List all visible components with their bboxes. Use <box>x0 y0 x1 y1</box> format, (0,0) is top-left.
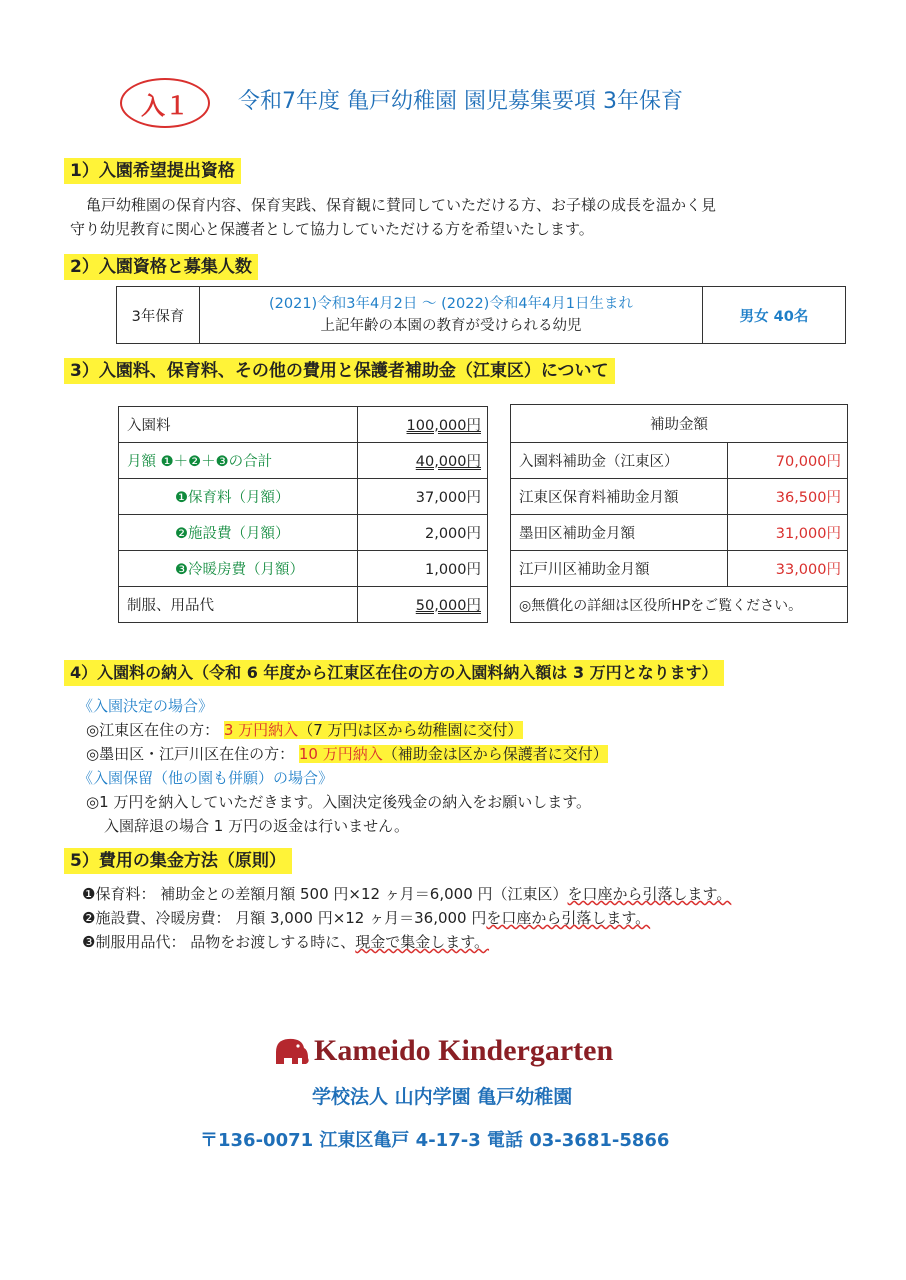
sumida-payment-line <box>86 742 608 766</box>
fee-value: 37,000円 <box>358 479 488 515</box>
eligibility-type: 3年保育 <box>117 287 200 344</box>
hold-line-2: 入園辞退の場合 1 万円の返金は行いません。 <box>104 817 409 835</box>
fee-value: 40,000円 <box>415 454 481 470</box>
s1-text-line-2: 守り幼児教育に関心と保護者として協力していただける方を希望いたします。 <box>70 220 594 238</box>
fee-value: 100,000円 <box>406 418 481 434</box>
fee-label: 月額 ❶＋❷＋❸の合計 <box>119 443 358 479</box>
school-address: 〒136-0071 江東区亀戸 4-17-3 電話 03-3681-5866 <box>200 1130 670 1151</box>
fee-row <box>119 515 488 551</box>
subsidy-row <box>511 479 848 515</box>
fee-label: 入園料 <box>119 407 358 443</box>
school-name: 学校法人 山内学園 亀戸幼稚園 <box>312 1086 573 1108</box>
section-5-heading: 5）費用の集金方法（原則） <box>64 848 292 874</box>
subsidy-header: 補助金額 <box>511 405 848 443</box>
subsidy-value: 36,500円 <box>728 479 848 515</box>
fee-row <box>119 551 488 587</box>
subsidy-value: 70,000円 <box>728 443 848 479</box>
collection-line-1-method: を口座から引落します。 <box>567 885 732 903</box>
section-1-heading: 1）入園希望提出資格 <box>64 158 241 184</box>
collection-line-3-method: 現金で集金します。 <box>355 933 490 951</box>
sumida-label: ◎墨田区・江戸川区在住の方： <box>86 745 295 763</box>
koto-payment-line <box>86 718 523 742</box>
collection-line-2 <box>82 906 650 930</box>
eligibility-count: 男女 40名 <box>703 287 846 344</box>
subsidy-value: 33,000円 <box>728 551 848 587</box>
subsidy-row <box>511 443 848 479</box>
sumida-note: （補助金は区から保護者に交付） <box>382 745 608 763</box>
fee-value: 50,000円 <box>415 598 481 614</box>
koto-note: （7 万円は区から幼稚園に交付） <box>298 721 523 739</box>
subsidy-label: 墨田区補助金月額 <box>511 515 728 551</box>
section-2-heading: 2）入園資格と募集人数 <box>64 254 258 280</box>
fee-row <box>119 407 488 443</box>
elephant-icon <box>270 1034 312 1068</box>
sumida-amount: 10 万円納入 <box>298 745 383 763</box>
s1-text-line-1: 亀戸幼稚園の保育内容、保育実践、保育観に賛同していただける方、お子様の成長を温かく見 <box>86 196 717 214</box>
hold-line-1: ◎1 万円を納入していただきます。入園決定後残金の納入をお願いします。 <box>86 793 592 811</box>
subsidy-note: ◎無償化の詳細は区役所HPをご覧ください。 <box>511 587 848 623</box>
fee-table <box>118 406 488 623</box>
fee-row <box>119 587 488 623</box>
collection-line-3 <box>82 930 489 954</box>
fee-label: ❶保育料（月額） <box>119 479 358 515</box>
koto-amount: 3 万円納入 <box>223 721 299 739</box>
section-4-heading: 4）入園料の納入（令和 6 年度から江東区在住の方の入園料納入額は 3 万円となります） <box>64 660 724 686</box>
fee-row <box>119 443 488 479</box>
subsidy-label: 入園料補助金（江東区） <box>511 443 728 479</box>
collection-line-3-text: ❸制服用品代： 品物をお渡しする時に、 <box>82 933 356 951</box>
section-badge: 入１ <box>120 78 210 128</box>
collection-line-1 <box>82 882 731 906</box>
collection-line-2-text: ❷施設費、冷暖房費： 月額 3,000 円×12 ヶ月＝36,000 円 <box>82 909 487 927</box>
page-title: 令和7年度 亀戸幼稚園 園児募集要項 3年保育 <box>238 89 683 114</box>
koto-label: ◎江東区在住の方： <box>86 721 220 739</box>
subsidy-row <box>511 515 848 551</box>
logo-wordmark: Kameido Kindergarten <box>314 1034 614 1067</box>
subsidy-row <box>511 551 848 587</box>
fee-label: ❸冷暖房費（月額） <box>119 551 358 587</box>
subsidy-label: 江東区保育料補助金月額 <box>511 479 728 515</box>
collection-line-1-text: ❶保育料： 補助金との差額月額 500 円×12 ヶ月＝6,000 円（江東区） <box>82 885 568 903</box>
fee-label: ❷施設費（月額） <box>119 515 358 551</box>
case-decided-label: 《入園決定の場合》 <box>78 697 214 715</box>
subsidy-value: 31,000円 <box>728 515 848 551</box>
fee-row <box>119 479 488 515</box>
fee-value: 1,000円 <box>358 551 488 587</box>
fee-label: 制服、用品代 <box>119 587 358 623</box>
section-3-heading: 3）入園料、保育料、その他の費用と保護者補助金（江東区）について <box>64 358 615 384</box>
eligibility-subtext: 上記年齢の本園の教育が受けられる幼児 <box>320 318 582 334</box>
case-hold-label: 《入園保留（他の園も併願）の場合》 <box>78 769 334 787</box>
school-logo <box>270 1034 613 1068</box>
eligibility-table <box>116 286 846 344</box>
subsidy-label: 江戸川区補助金月額 <box>511 551 728 587</box>
subsidy-table <box>510 404 848 623</box>
collection-line-2-method: を口座から引落します。 <box>486 909 651 927</box>
fee-value: 2,000円 <box>358 515 488 551</box>
eligibility-birth-range: (2021)令和3年4月2日 ～ (2022)令和4年4月1日生まれ <box>269 296 633 312</box>
